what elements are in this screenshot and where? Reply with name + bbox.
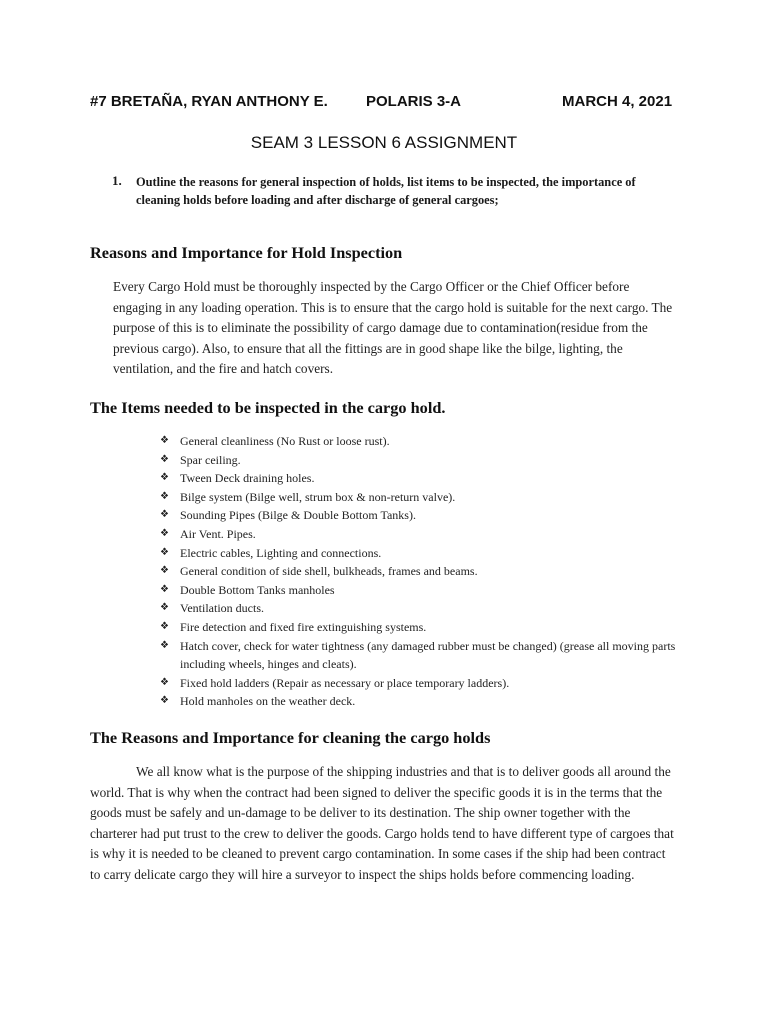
list-item-text: Sounding Pipes (Bilge & Double Bottom Tanks). (180, 508, 416, 523)
assignment-date: MARCH 4, 2021 (562, 93, 673, 110)
diamond-bullet-icon: ❖ (160, 620, 169, 632)
list-item (160, 692, 700, 711)
list-item (160, 506, 700, 525)
list-item (160, 599, 700, 618)
list-item-text: Double Bottom Tanks manholes (180, 582, 335, 597)
list-item-text: Spar ceiling. (180, 452, 241, 467)
list-item-text: Bilge system (Bilge well, strum box & non-return valve). (180, 489, 456, 504)
question-text: Outline the reasons for general inspection of holds, list items to be inspected, the importance of cleaning holds before loading and after discharge of general cargoes; (136, 175, 636, 207)
list-item (160, 562, 700, 581)
inspection-items-list (160, 432, 700, 711)
list-item (160, 618, 700, 637)
list-item (160, 432, 700, 451)
list-item-text: Hatch cover, check for water tightness (any damaged rubber must be changed) (grease all moving parts including wheels, hinges and cleats). (180, 638, 676, 672)
list-item (160, 469, 700, 488)
diamond-bullet-icon: ❖ (160, 453, 169, 465)
section-heading-inspection-reasons: Reasons and Importance for Hold Inspection (90, 243, 403, 262)
list-item (160, 544, 700, 563)
section-heading-inspection-items: The Items needed to be inspected in the cargo hold. (90, 398, 446, 417)
list-item (160, 525, 700, 544)
diamond-bullet-icon: ❖ (160, 695, 169, 707)
list-item-text: Fire detection and fixed fire extinguishing systems. (180, 619, 427, 634)
student-name: #7 BRETAÑA, RYAN ANTHONY E. (90, 93, 328, 110)
cleaning-reasons-paragraph: We all know what is the purpose of the shipping industries and that is to deliver goods all around the world. That is why when the contract had been signed to deliver the specific goods it is in the terms that the goods must be safely and un-damage to be deliver to its destination. The ship owner together with the charterer had put trust to the crew to deliver the goods. Cargo holds tend to have different type of cargoes that is why it is needed to be cleaned to prevent cargo contamination. In some cases if the ship had been contract to carry delicate cargo they will hire a surveyor to inspect the ships holds before commencing loading. (90, 764, 674, 882)
list-item-text: Hold manholes on the weather deck. (180, 694, 356, 709)
diamond-bullet-icon: ❖ (160, 546, 169, 558)
list-item-text: Ventilation ducts. (180, 601, 264, 616)
diamond-bullet-icon: ❖ (160, 472, 169, 484)
diamond-bullet-icon: ❖ (160, 583, 169, 595)
list-item-text: Electric cables, Lighting and connections. (180, 545, 382, 560)
diamond-bullet-icon: ❖ (160, 565, 169, 577)
diamond-bullet-icon: ❖ (160, 435, 169, 446)
list-item-text: Tween Deck draining holes. (180, 471, 315, 486)
list-item (160, 637, 700, 674)
section-heading-cleaning-reasons: The Reasons and Importance for cleaning the cargo holds (90, 728, 491, 747)
list-item-text: General cleanliness (No Rust or loose rust). (180, 434, 390, 448)
diamond-bullet-icon: ❖ (160, 490, 169, 502)
question-number: 1. (112, 173, 122, 188)
diamond-bullet-icon: ❖ (160, 639, 169, 651)
list-item (160, 581, 700, 600)
inspection-reasons-paragraph: Every Cargo Hold must be thoroughly inspected by the Cargo Officer or the Chief Officer before engaging in any loading operation. This is to ensure that the cargo hold is suitable for the next cargo. The purpose of this is to eliminate the possibility of cargo damage due to contamination(residue from the previous cargo). Also, to ensure that all the fittings are in good shape like the bilge, lighting, the ventilation, and the fire and hatch covers. (113, 279, 673, 377)
list-item-text: Air Vent. Pipes. (180, 526, 256, 541)
page-title: SEAM 3 LESSON 6 ASSIGNMENT (250, 133, 518, 152)
list-item-text: Fixed hold ladders (Repair as necessary or place temporary ladders). (180, 675, 510, 690)
diamond-bullet-icon: ❖ (160, 509, 169, 521)
list-item (160, 674, 700, 693)
diamond-bullet-icon: ❖ (160, 676, 169, 688)
diamond-bullet-icon: ❖ (160, 527, 169, 539)
class-section: POLARIS 3-A (366, 93, 462, 110)
list-item-text: General condition of side shell, bulkheads, frames and beams. (180, 564, 478, 579)
list-item (160, 488, 700, 507)
diamond-bullet-icon: ❖ (160, 602, 169, 614)
list-item (160, 451, 700, 470)
